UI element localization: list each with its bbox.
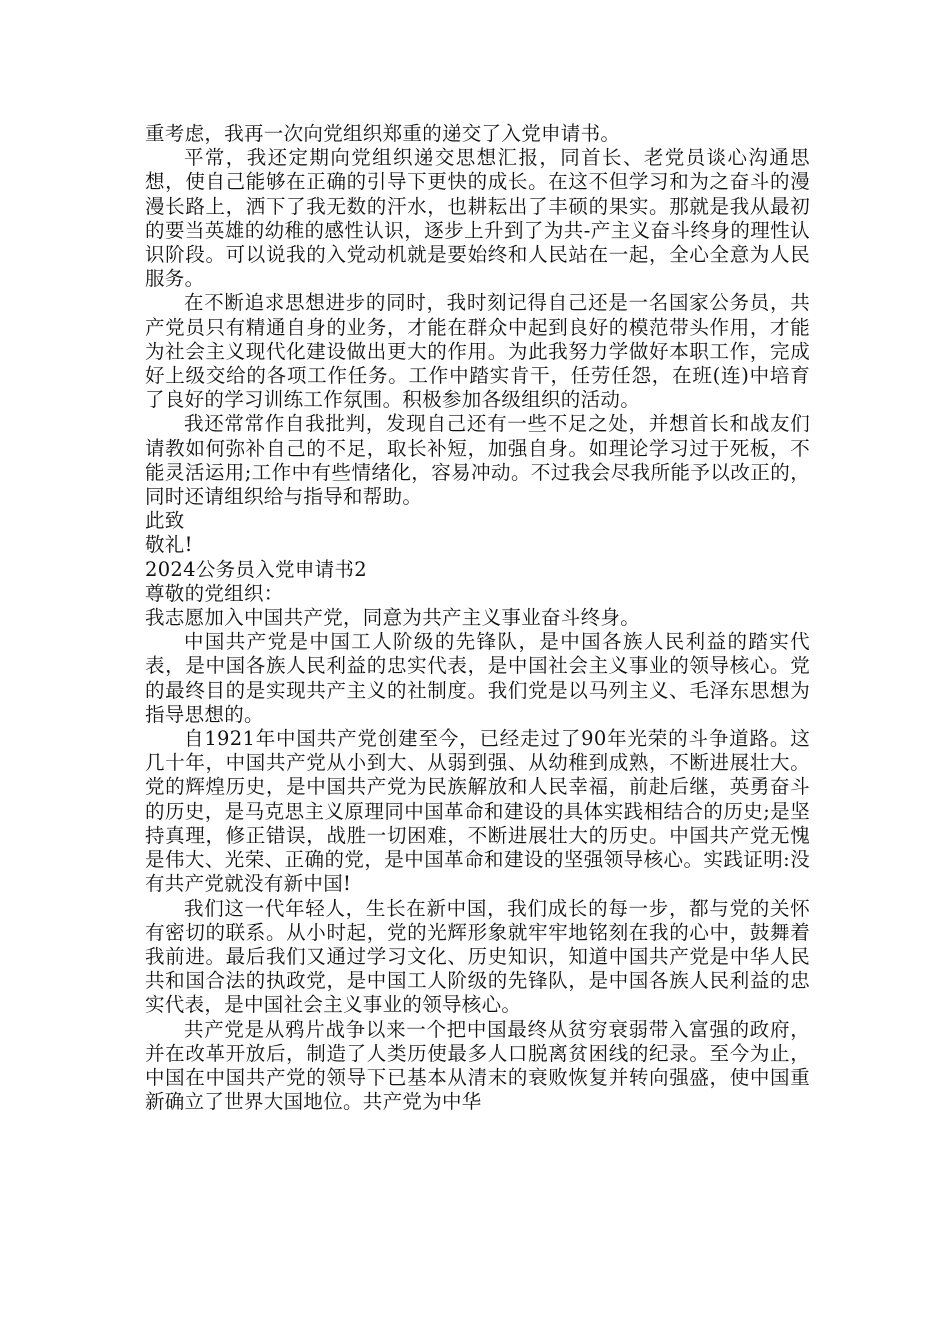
letter-greeting: 尊敬的党组织： [145,581,284,605]
paragraph-young-generation: 我们这一代年轻人，生长在新中国，我们成长的每一步，都与党的关怀有密切的联系。从小时起，党的光辉形象就牢牢地铭刻在我的心中，鼓舞着我前进。最后我们又通过学习文化、历史知识，知道中国共产党是中华人民共和国合法的执政党，是中国工人阶级的先锋队，是中国各族人民利益的忠实代表，是中国社会主义事业的领导核心。 [145,896,810,1017]
paragraph-pledge: 我志愿加入中国共产党，同意为共产主义事业奋斗终身。 [145,606,641,630]
paragraph-thought-reports: 平常，我还定期向党组织递交思想汇报，同首长、老党员谈心沟通思想，使自己能够在正确的引导下更快的成长。在这不但学习和为之奋斗的漫漫长路上，洒下了我无数的汗水，也耕耘出了丰硕的果实。那就是我从最初的要当英雄的幼稚的感性认识，逐步上升到了为共-产主义奋斗终身的理性认识阶段。可以说我的入党动机就是要始终和人民站在一起，全心全意为人民服务。 [145,146,810,291]
closing-salutation: 此致 [145,509,185,533]
paragraph-party-nature: 中国共产党是中国工人阶级的先锋队，是中国各族人民利益的踏实代表，是中国各族人民利益的忠实代表，是中国社会主义事业的领导核心。党的最终目的是实现共产主义的社制度。我们党是以马列主义、毛泽东思想为指导思想的。 [145,630,810,726]
paragraph-continuation: 重考虑，我再一次向党组织郑重的递交了入党申请书。 [145,122,621,145]
document-body [145,122,810,1114]
closing-regards: 敬礼! [145,533,193,557]
paragraph-party-history: 自1921年中国共产党创建至今，已经走过了90年光荣的斗争道路。这几十年，中国共产党从小到大、从弱到强、从幼稚到成熟，不断进展壮大。党的辉煌历史，是中国共产党为民族解放和人民幸福，前赴后继，英勇奋斗的历史，是马克思主义原理同中国革命和建设的具体实践相结合的历史;是坚持真理，修正错误，战胜一切困难，不断进展壮大的历史。中国共产党无愧是伟大、光荣、正确的党，是中国革命和建设的坚强领导核心。实践证明:没有共产党就没有新中国! [145,727,810,896]
section-heading: 2024公务员入党申请书2 [145,557,367,581]
paragraph-party-achievements: 共产党是从鸦片战争以来一个把中国最终从贫穷衰弱带入富强的政府，并在改革开放后，制造了人类历使最多人口脱离贫困线的纪录。至今为止，中国在中国共产党的领导下已基本从清末的衰败恢复并转向强盛，使中国重新确立了世界大国地位。共产党为中华 [145,1017,810,1114]
paragraph-civil-servant-duty: 在不断追求思想进步的同时，我时刻记得自己还是一名国家公务员，共产党员只有精通自身的业务，才能在群众中起到良好的模范带头作用，才能为社会主义现代化建设做出更大的作用。为此我努力学做好本职工作，完成好上级交给的各项工作任务。工作中踏实肯干，任劳任怨，在班(连)中培育了良好的学习训练工作氛围。积极参加各级组织的活动。 [145,291,810,412]
paragraph-self-criticism: 我还常常作自我批判，发现自己还有一些不足之处，并想首长和战友们请教如何弥补自己的不足，取长补短，加强自身。如理论学习过于死板，不能灵活运用;工作中有些情绪化，容易冲动。不过我会尽我所能予以改正的，同时还请组织给与指导和帮助。 [145,412,810,509]
